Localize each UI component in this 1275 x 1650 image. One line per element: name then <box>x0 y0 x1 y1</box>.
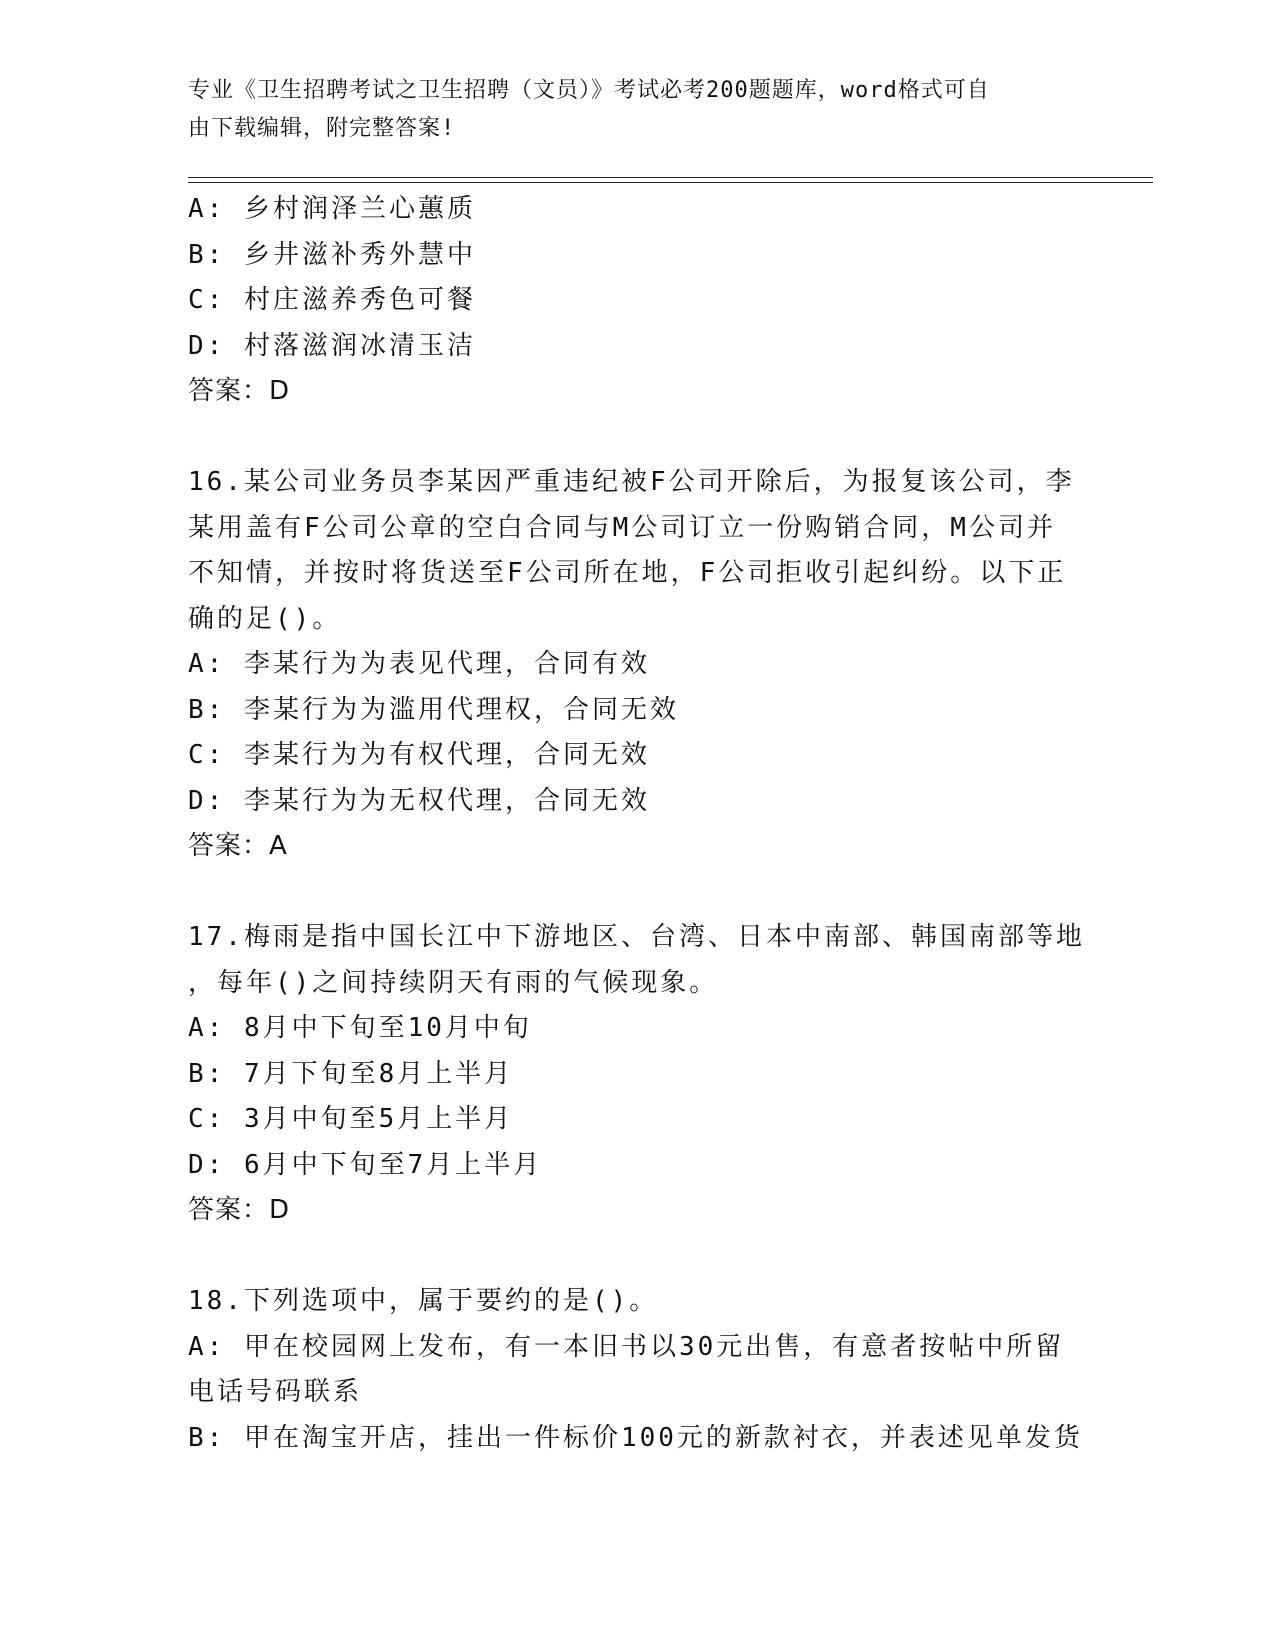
answer-line: 答案：A <box>188 831 288 861</box>
document-header <box>188 72 1068 148</box>
option-b: B: 甲在淘宝开店，挂出一件标价100元的新款衬衣，并表述见单发货 <box>188 1422 1083 1453</box>
option-a: A: 乡村润泽兰心蕙质 <box>188 194 476 224</box>
option-b: B: 乡井滋补秀外慧中 <box>188 239 476 270</box>
question-text-line: 不知情，并按时将货送至F公司所在地，F公司拒收引起纠纷。以下正 <box>188 558 1067 588</box>
option-d: D: 村落滋润冰清玉洁 <box>188 330 476 361</box>
spacer <box>188 415 1088 461</box>
option-c: C: 3月中旬至5月上半月 <box>188 1104 514 1134</box>
header-line-1: 专业《卫生招聘考试之卫生招聘（文员）》考试必考200题题库，word格式可自 <box>188 78 990 103</box>
question-18 <box>188 1279 1088 1461</box>
question-text-line: 确的足()。 <box>188 603 342 634</box>
question-list <box>188 187 1088 1461</box>
question-text-line: 17.梅雨是指中国长江中下游地区、台湾、日本中南部、韩国南部等地 <box>188 922 1085 952</box>
question-16 <box>188 460 1088 870</box>
option-d: D: 李某行为为无权代理，合同无效 <box>188 785 650 816</box>
option-c: C: 村庄滋养秀色可餐 <box>188 285 476 315</box>
question-17 <box>188 915 1088 1234</box>
option-d: D: 6月中下旬至7月上半月 <box>188 1149 543 1180</box>
option-a: A: 8月中下旬至10月中旬 <box>188 1013 532 1043</box>
question-text-line: 某用盖有F公司公章的空白合同与M公司订立一份购销合同，M公司并 <box>188 512 1056 543</box>
option-c: C: 李某行为为有权代理，合同无效 <box>188 740 650 770</box>
question-15-options <box>188 187 1088 415</box>
question-text-line: 16.某公司业务员李某因严重违纪被F公司开除后，为报复该公司，李 <box>188 467 1075 497</box>
option-b: B: 李某行为为滥用代理权，合同无效 <box>188 694 679 725</box>
header-line-2: 由下载编辑，附完整答案! <box>188 116 456 141</box>
answer-line: 答案：D <box>188 1195 291 1225</box>
spacer <box>188 870 1088 916</box>
option-b: B: 7月下旬至8月上半月 <box>188 1058 514 1089</box>
spacer <box>188 1234 1088 1280</box>
header-divider-top <box>188 177 1153 178</box>
answer-line: 答案：D <box>188 376 291 406</box>
option-a: A: 李某行为为表见代理，合同有效 <box>188 649 650 679</box>
option-a-continued: 电话号码联系 <box>188 1377 363 1407</box>
question-text-line: ，每年()之间持续阴天有雨的气候现象。 <box>188 967 719 998</box>
option-a: A: 甲在校园网上发布，有一本旧书以30元出售，有意者按帖中所留 <box>188 1331 1065 1362</box>
question-text-line: 18.下列选项中，属于要约的是()。 <box>188 1286 659 1316</box>
header-divider-bottom <box>188 182 1153 183</box>
